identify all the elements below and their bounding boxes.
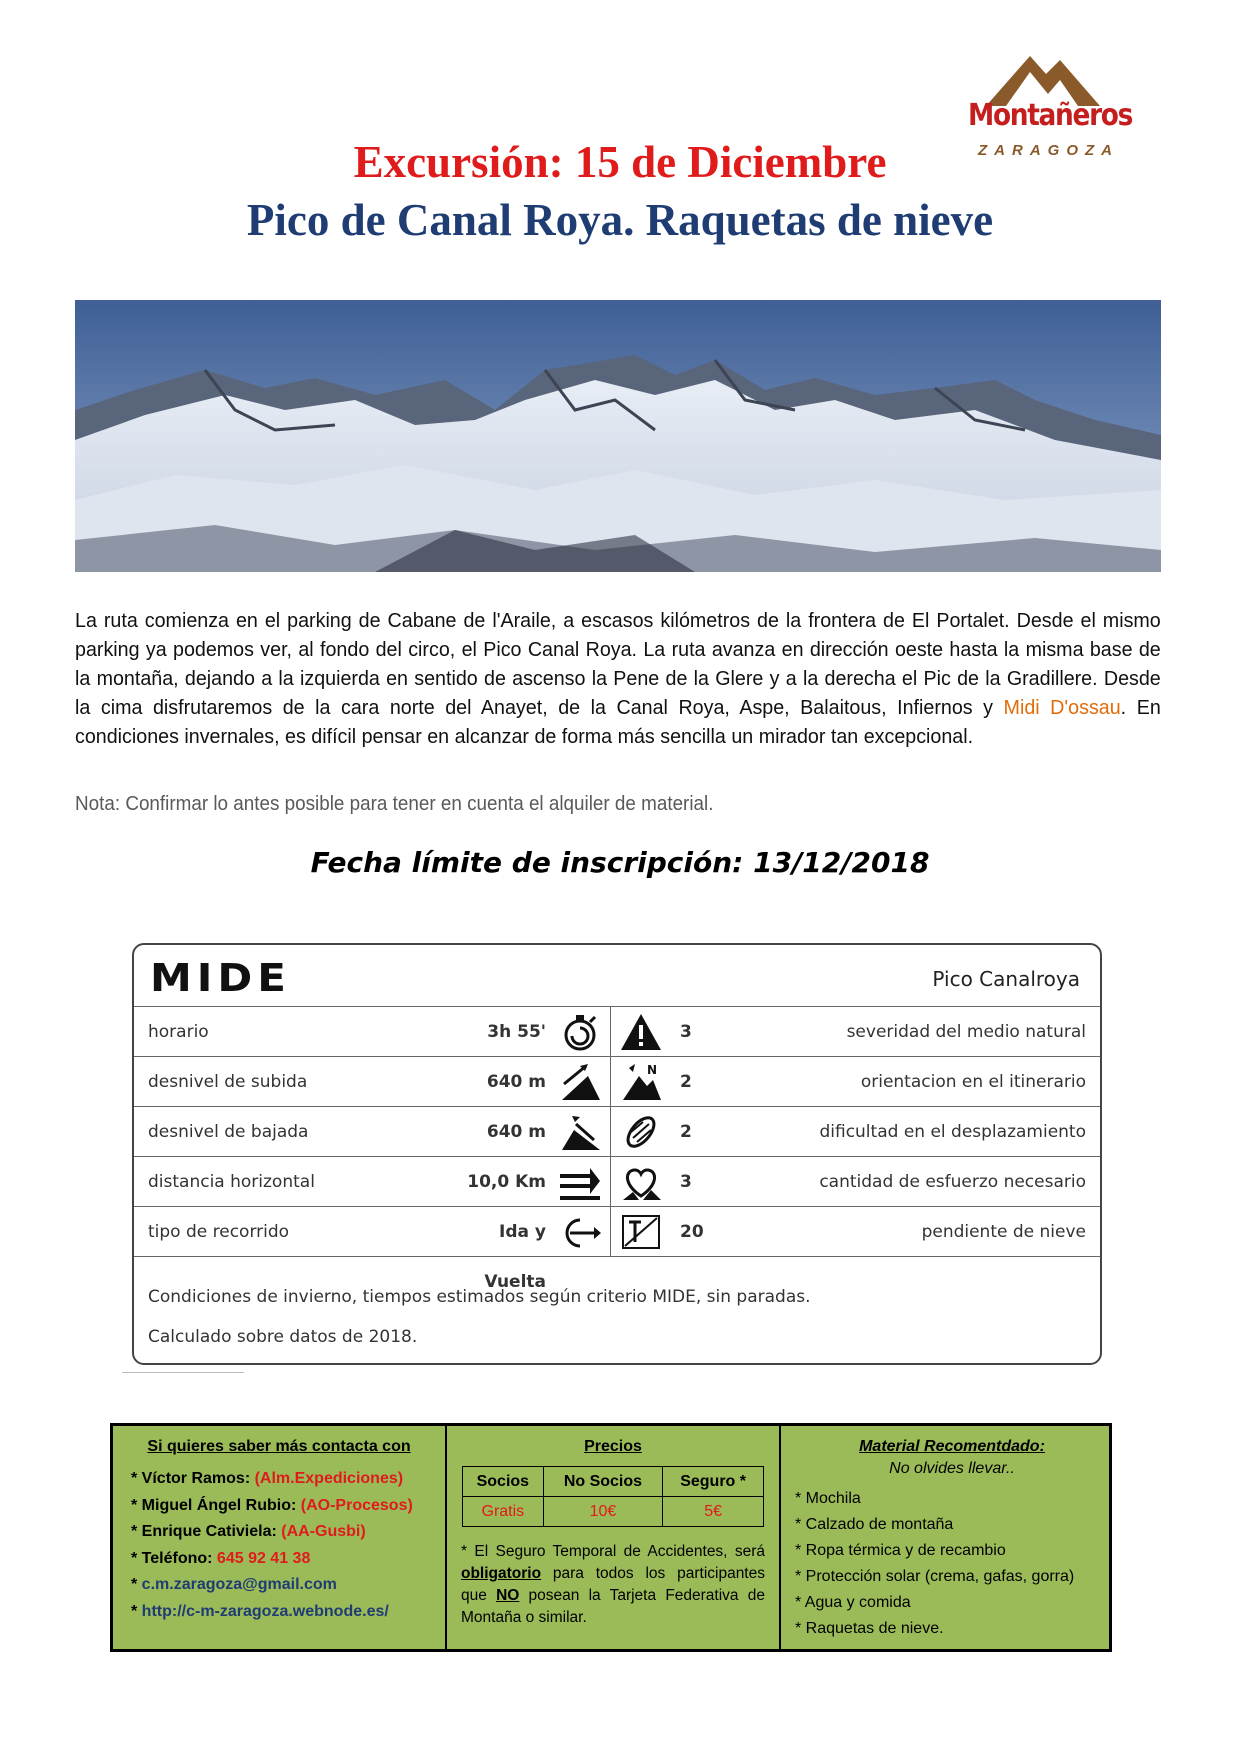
list-item — [131, 1546, 445, 1573]
route-description — [75, 606, 1161, 751]
mide-label: desnivel de bajada — [148, 1122, 309, 1142]
contact-name: * Miguel Ángel Rubio: — [131, 1496, 301, 1514]
footprint-icon — [610, 1107, 670, 1157]
note-text: Nota: Confirmar lo antes posible para tener en cuenta el alquiler de material. — [75, 792, 714, 815]
divider — [122, 1372, 244, 1373]
contact-tag: (AA-Gusbi) — [281, 1523, 366, 1540]
mide-row — [134, 1057, 1100, 1107]
contact-column — [113, 1426, 447, 1649]
list-item — [131, 1572, 445, 1599]
list-item — [131, 1519, 445, 1546]
bullet: * — [131, 1602, 142, 1620]
registration-deadline: Fecha límite de inscripción: 13/12/2018 — [310, 846, 930, 879]
list-item — [131, 1466, 445, 1493]
material-subheading: No olvides llevar.. — [889, 1460, 1015, 1477]
list-item: * Calzado de montaña — [795, 1516, 954, 1533]
contact-name: * Enrique Cativiela: — [131, 1523, 282, 1540]
material-column — [781, 1426, 1109, 1649]
mide-score: 3 — [680, 1022, 692, 1042]
list-item: * Ropa térmica y de recambio — [795, 1542, 1006, 1559]
orientation-icon — [610, 1057, 670, 1107]
svg-text:N: N — [646, 1063, 657, 1077]
contact-list — [131, 1466, 445, 1625]
description-highlight: Midi D'ossau — [1003, 696, 1121, 719]
mide-row — [134, 1107, 1100, 1157]
page-title: Excursión: 15 de Diciembre — [353, 137, 887, 187]
mide-value: 640 m — [486, 1122, 546, 1142]
ascent-icon — [550, 1057, 610, 1107]
mide-label: desnivel de subida — [148, 1072, 308, 1092]
note-emphasis: NO — [496, 1587, 520, 1604]
table-header-row — [463, 1467, 764, 1497]
note-emphasis: obligatorio — [461, 1565, 542, 1582]
mountain-photo — [75, 300, 1161, 572]
mide-criterion: orientacion en el itinerario — [860, 1072, 1086, 1092]
effort-heart-icon — [610, 1157, 670, 1207]
mide-label: distancia horizontal — [148, 1172, 315, 1192]
mide-criterion: pendiente de nieve — [921, 1222, 1086, 1242]
prices-heading: Precios — [584, 1438, 642, 1455]
mide-value: 640 m — [486, 1072, 546, 1092]
contact-heading: Si quieres saber más contacta con — [147, 1438, 411, 1455]
phone-number[interactable]: 645 92 41 38 — [216, 1549, 311, 1567]
mide-row — [134, 1007, 1100, 1057]
contact-tag: (Alm.Expediciones) — [254, 1470, 404, 1487]
table-cell: 5€ — [663, 1497, 764, 1527]
logo-wordmark: Montañeros — [968, 98, 1133, 133]
logo-subtitle: ZARAGOZA — [978, 142, 1119, 159]
contact-name: * Víctor Ramos: — [131, 1470, 255, 1487]
mide-footnote: Condiciones de invierno, tiempos estimados según criterio MIDE, sin paradas. — [148, 1287, 811, 1307]
mide-score: 3 — [680, 1172, 692, 1192]
material-heading: Material Recomentdado: — [859, 1438, 1045, 1455]
list-item — [131, 1599, 445, 1626]
list-item — [131, 1493, 445, 1520]
mide-criterion: severidad del medio natural — [846, 1022, 1086, 1042]
list-item: * Protección solar (crema, gafas, gorra) — [795, 1568, 1075, 1585]
mide-criterion: dificultad en el desplazamiento — [819, 1122, 1086, 1142]
mide-score: 20 — [680, 1222, 704, 1242]
list-item: * Agua y comida — [795, 1594, 911, 1611]
note-text: posean la Tarjeta Federativa de Montaña o similar. — [461, 1587, 765, 1626]
mide-footnote: Calculado sobre datos de 2018. — [148, 1327, 418, 1347]
table-row — [463, 1497, 764, 1527]
mide-score: 2 — [680, 1122, 692, 1142]
table-header: Seguro * — [663, 1467, 764, 1497]
website-link[interactable]: http://c-m-zaragoza.webnode.es/ — [141, 1602, 389, 1620]
mide-row — [134, 1207, 1100, 1292]
table-cell: Gratis — [463, 1497, 544, 1527]
round-trip-icon — [550, 1207, 610, 1257]
descent-icon — [550, 1107, 610, 1157]
mide-route-name: Pico Canalroya — [932, 967, 1080, 991]
description-text: La ruta comienza en el parking de Cabane de l'Araile, a escasos kilómetros de la frontera de El Portalet. Desde el mismo parking ya podemos ver, al fondo del circo, el Pico Canal Roya. La ruta avanza en dirección oeste hasta la misma base de la montaña, dejando a la izquierda en sentido de ascenso la Pene de la Glere y a la derecha el Pic de la Gradillere. Desde la cima disfrutaremos de la cara norte del Anayet, de la Canal Roya, Aspe, Balaitous, Infiernos y — [75, 609, 1161, 719]
distance-arrow-icon — [550, 1157, 610, 1207]
email-link[interactable]: c.m.zaragoza@gmail.com — [141, 1576, 337, 1593]
mide-score: 2 — [680, 1072, 692, 1092]
mide-value: Ida y Vuelta — [484, 1222, 546, 1292]
mide-value: 3h 55' — [487, 1022, 546, 1042]
insurance-note — [461, 1541, 765, 1629]
mide-footer — [134, 1257, 1100, 1365]
mide-criterion: cantidad de esfuerzo necesario — [819, 1172, 1086, 1192]
snow-slope-icon — [610, 1207, 670, 1257]
mide-brand: MIDE — [150, 954, 291, 1001]
prices-column — [447, 1426, 781, 1649]
mide-label: tipo de recorrido — [148, 1222, 290, 1242]
info-panel — [110, 1423, 1112, 1652]
phone-label: * Teléfono: — [131, 1549, 217, 1567]
mide-card — [132, 943, 1102, 1365]
note-text: para todos los participantes que — [461, 1565, 765, 1604]
note-text: * El Seguro Temporal de Accidentes, será — [461, 1543, 765, 1560]
table-header: No Socios — [543, 1467, 663, 1497]
contact-tag: (AO-Procesos) — [300, 1496, 413, 1514]
warning-triangle-icon — [610, 1007, 670, 1057]
bullet: * — [131, 1576, 142, 1593]
stopwatch-icon — [550, 1007, 610, 1057]
mide-header — [134, 945, 1100, 1007]
mide-value: 10,0 Km — [467, 1172, 546, 1192]
prices-table — [462, 1466, 764, 1527]
table-cell: 10€ — [543, 1497, 663, 1527]
page-subtitle: Pico de Canal Roya. Raquetas de nieve — [246, 195, 994, 245]
list-item: * Raquetas de nieve. — [795, 1620, 944, 1637]
list-item: * Mochila — [795, 1490, 861, 1507]
table-header: Socios — [463, 1467, 544, 1497]
mide-label: horario — [148, 1022, 209, 1042]
mide-row — [134, 1157, 1100, 1207]
description-text-end: . En condiciones invernales, es difícil pensar en alcanzar de forma más sencilla un mirador tan excepcional. — [75, 696, 1161, 748]
